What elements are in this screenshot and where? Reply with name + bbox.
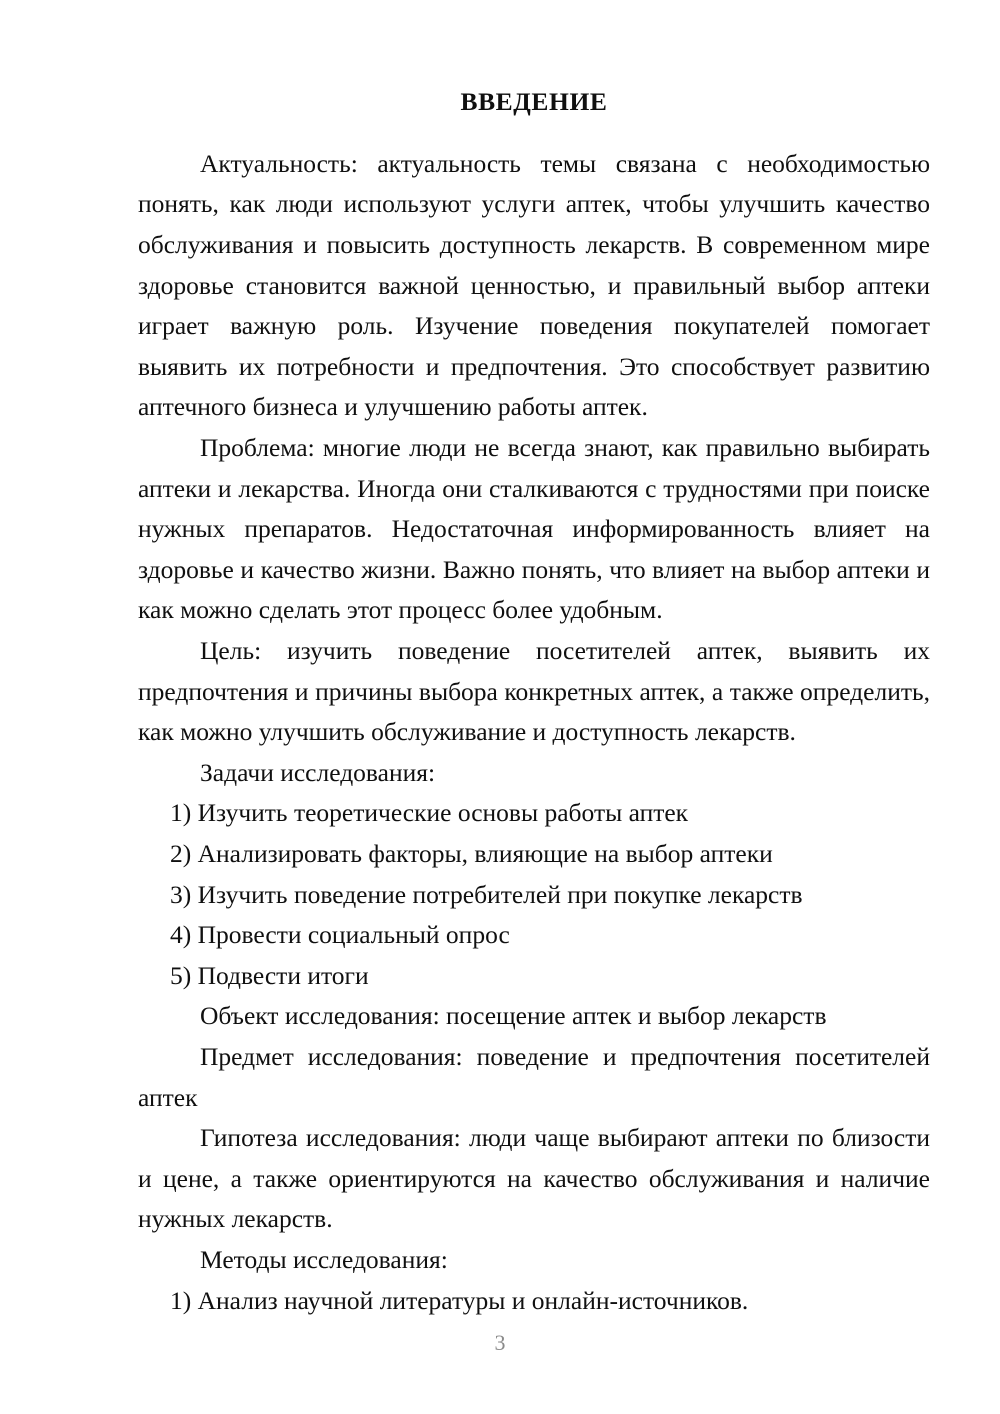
page-number: 3 [494,1330,506,1355]
heading-tasks: Задачи исследования: [200,757,436,787]
paragraph-goal: Цель: изучить поведение посетителей аптек, выявить их предпочтения и причины выбора конкретных аптек, а также определить, как можно улучшить обслуживание и доступность лекарств. [138,636,930,747]
paragraph-object: Объект исследования: посещение аптек и выбор лекарств [200,1001,827,1031]
paragraph-hypothesis: Гипотеза исследования: люди чаще выбирают аптеки по близости и цене, а также ориентируются на качество обслуживания и наличие нужных лекарств. [138,1123,930,1234]
list-item: 1) Анализ научной литературы и онлайн-источников. [170,1285,749,1315]
paragraph-relevance: Актуальность: актуальность темы связана с необходимостью понять, как люди используют услуги аптек, чтобы улучшить качество обслуживания и повысить доступность лекарств. В современном мире здоровье становится важной ценностью, и правильный выбор аптеки играет важную роль. Изучение поведения покупателей помогает выявить их потребности и предпочтения. Это способствует развитию аптечного бизнеса и улучшению работы аптек. [138,148,930,422]
paragraph-subject: Предмет исследования: поведение и предпочтения посетителей аптек [138,1041,930,1112]
list-item: 3) Изучить поведение потребителей при покупке лекарств [170,879,803,909]
list-item: 5) Подвести итоги [170,960,369,990]
heading-methods: Методы исследования: [200,1244,448,1274]
document-content [138,86,930,1321]
list-item: 4) Провести социальный опрос [170,920,510,950]
list-item: 1) Изучить теоретические основы работы аптек [170,798,689,828]
page-title: ВВЕДЕНИЕ [460,87,608,116]
paragraph-problem: Проблема: многие люди не всегда знают, как правильно выбирать аптеки и лекарства. Иногда они сталкиваются с трудностями при поиске нужных препаратов. Недостаточная информированность влияет на здоровье и качество жизни. Важно понять, что влияет на выбор аптеки и как можно сделать этот процесс более удобным. [138,433,930,625]
list-item: 2) Анализировать факторы, влияющие на выбор аптеки [170,838,773,868]
